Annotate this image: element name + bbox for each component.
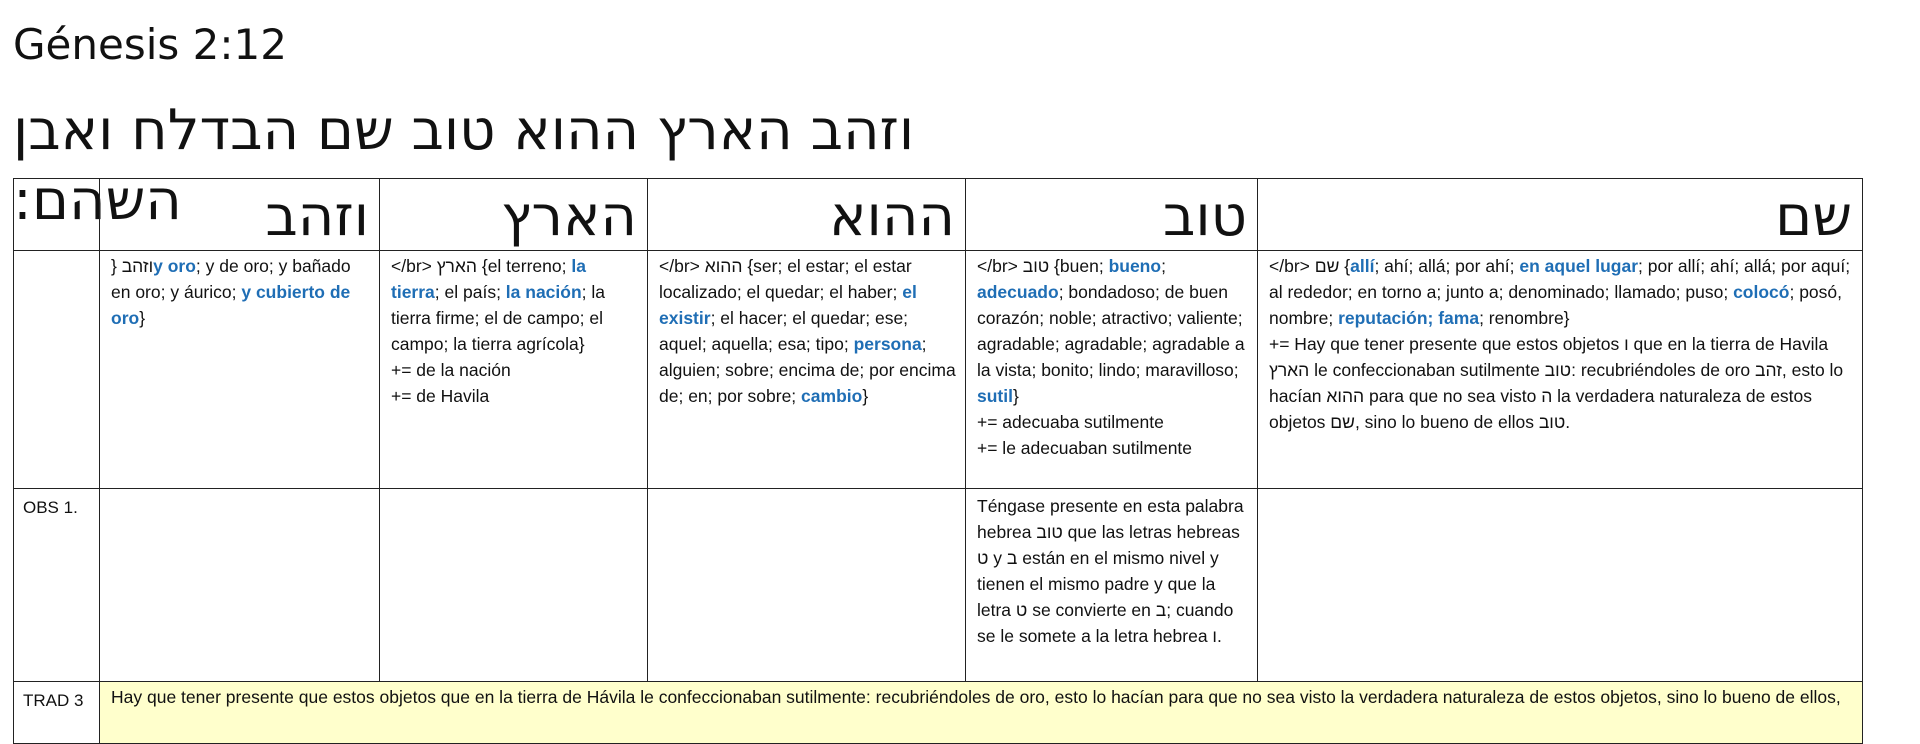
def-highlight: cambio bbox=[801, 386, 863, 406]
obs-label: OBS 1. bbox=[14, 489, 100, 682]
def-text: ; alguien; sobre; encima de; por encima de; en; por sobre; bbox=[659, 334, 956, 406]
obs-cell-tov bbox=[966, 489, 1258, 682]
header-word-vezahav: וזהב bbox=[100, 179, 380, 251]
def-text: </br> ההוא {ser; el estar; el estar localizado; el quedar; el haber; bbox=[659, 256, 912, 302]
def-text: ; y de oro; y bañado en oro; y áurico; bbox=[111, 256, 351, 302]
def-highlight: persona bbox=[853, 334, 922, 354]
def-text: ; bondadoso; de buen corazón; noble; atractivo; valiente; agradable; agradable; agradable a la vista; bonito; lindo; maravilloso; bbox=[977, 282, 1245, 380]
def-extra: += adecuaba sutilmente bbox=[977, 412, 1164, 432]
def-extra: += de la nación bbox=[391, 360, 511, 380]
def-highlight: bueno bbox=[1108, 256, 1162, 276]
def-text: </br> שם { bbox=[1269, 256, 1351, 276]
def-highlight: adecuado bbox=[977, 282, 1059, 302]
header-word-tov: טוב bbox=[966, 179, 1258, 251]
obs-cell-empty bbox=[380, 489, 648, 682]
def-text: </br> טוב {buen; bbox=[977, 256, 1109, 276]
trad-label: TRAD 3 bbox=[14, 682, 100, 744]
def-text: ; posó, nombre; bbox=[1269, 282, 1843, 328]
def-extra: += Hay que tener presente que estos objetos ו que en la tierra de Havila הארץ le confeccionaban sutilmente טוב: recubriéndoles de oro זהב, esto lo hacían ההוא para que no sea visto ה la verdadera naturaleza de estos objetos שם, sino lo bueno de ellos טוב. bbox=[1269, 334, 1844, 432]
def-highlight: allí bbox=[1350, 256, 1375, 276]
trad-row bbox=[14, 682, 1863, 744]
obs-cell-empty bbox=[100, 489, 380, 682]
obs-text: Téngase presente en esta palabra hebrea טוב que las letras hebreas ט y ב están en el mismo nivel y tienen el mismo padre y que la letra ט se convierte en ב; cuando se le somete a la letra hebrea ו. bbox=[977, 496, 1244, 646]
def-highlight: sutil bbox=[977, 386, 1013, 406]
obs-cell-empty bbox=[648, 489, 966, 682]
def-text: ; el hacer; el quedar; ese; aquel; aquella; esa; tipo; bbox=[659, 308, 909, 354]
hebrew-verse: וזהב הארץ ההוא טוב שם הבדלח ואבן השהם: bbox=[13, 98, 915, 233]
header-row bbox=[14, 179, 1863, 251]
def-text: ; bbox=[1161, 256, 1166, 276]
def-text: ; por allí; ahí; allá; por aquí; al rededor; en torno a; junto a; denominado; llamado; puso; bbox=[1269, 256, 1851, 302]
def-highlight: y cubierto de oro bbox=[111, 282, 351, 328]
page-title: Génesis 2:12 bbox=[13, 20, 287, 69]
def-text: ; la tierra firme; el de campo; el campo; la tierra agrícola} bbox=[391, 282, 606, 354]
def-text: וזהב { bbox=[111, 256, 154, 276]
trad-cell bbox=[100, 682, 1863, 744]
header-word-haaretz: הארץ bbox=[380, 179, 648, 251]
def-text: ; renombre} bbox=[1479, 308, 1570, 328]
obs-row bbox=[14, 489, 1863, 682]
definition-cell-haaretz bbox=[380, 251, 648, 489]
definitions-label-cell bbox=[14, 251, 100, 489]
definition-cell-hahu bbox=[648, 251, 966, 489]
def-extra: += de Havila bbox=[391, 386, 490, 406]
def-text: } bbox=[139, 308, 146, 328]
header-cell-empty bbox=[14, 179, 100, 251]
interlinear-table bbox=[13, 178, 1863, 744]
def-highlight: la tierra bbox=[391, 256, 586, 302]
obs-cell-empty bbox=[1258, 489, 1863, 682]
definition-cell-tov bbox=[966, 251, 1258, 489]
def-highlight: en aquel lugar bbox=[1519, 256, 1639, 276]
header-word-sham: שם bbox=[1258, 179, 1863, 251]
def-highlight: la nación bbox=[505, 282, 582, 302]
definitions-row bbox=[14, 251, 1863, 489]
header-word-hahu: ההוא bbox=[648, 179, 966, 251]
def-text: </br> הארץ {el terreno; bbox=[391, 256, 572, 276]
def-text: ; ahí; allá; por ahí; bbox=[1374, 256, 1520, 276]
def-highlight: reputación; fama bbox=[1338, 308, 1480, 328]
def-highlight: colocó bbox=[1733, 282, 1790, 302]
definition-cell-sham bbox=[1258, 251, 1863, 489]
def-highlight: y oro bbox=[153, 256, 196, 276]
def-text: } bbox=[1012, 386, 1019, 406]
trad-text: Hay que tener presente que estos objetos que en la tierra de Hávila le confeccionaban sutilmente: recubriéndoles de oro, esto lo hacían para que no sea visto la verdadera naturaleza de estos objetos, sino lo bueno de ellos, bbox=[111, 687, 1841, 707]
def-text: } bbox=[862, 386, 869, 406]
def-extra: += le adecuaban sutilmente bbox=[977, 438, 1193, 458]
definition-cell-vezahav bbox=[100, 251, 380, 489]
def-highlight: el existir bbox=[659, 282, 917, 328]
def-text: ; el país; bbox=[434, 282, 506, 302]
